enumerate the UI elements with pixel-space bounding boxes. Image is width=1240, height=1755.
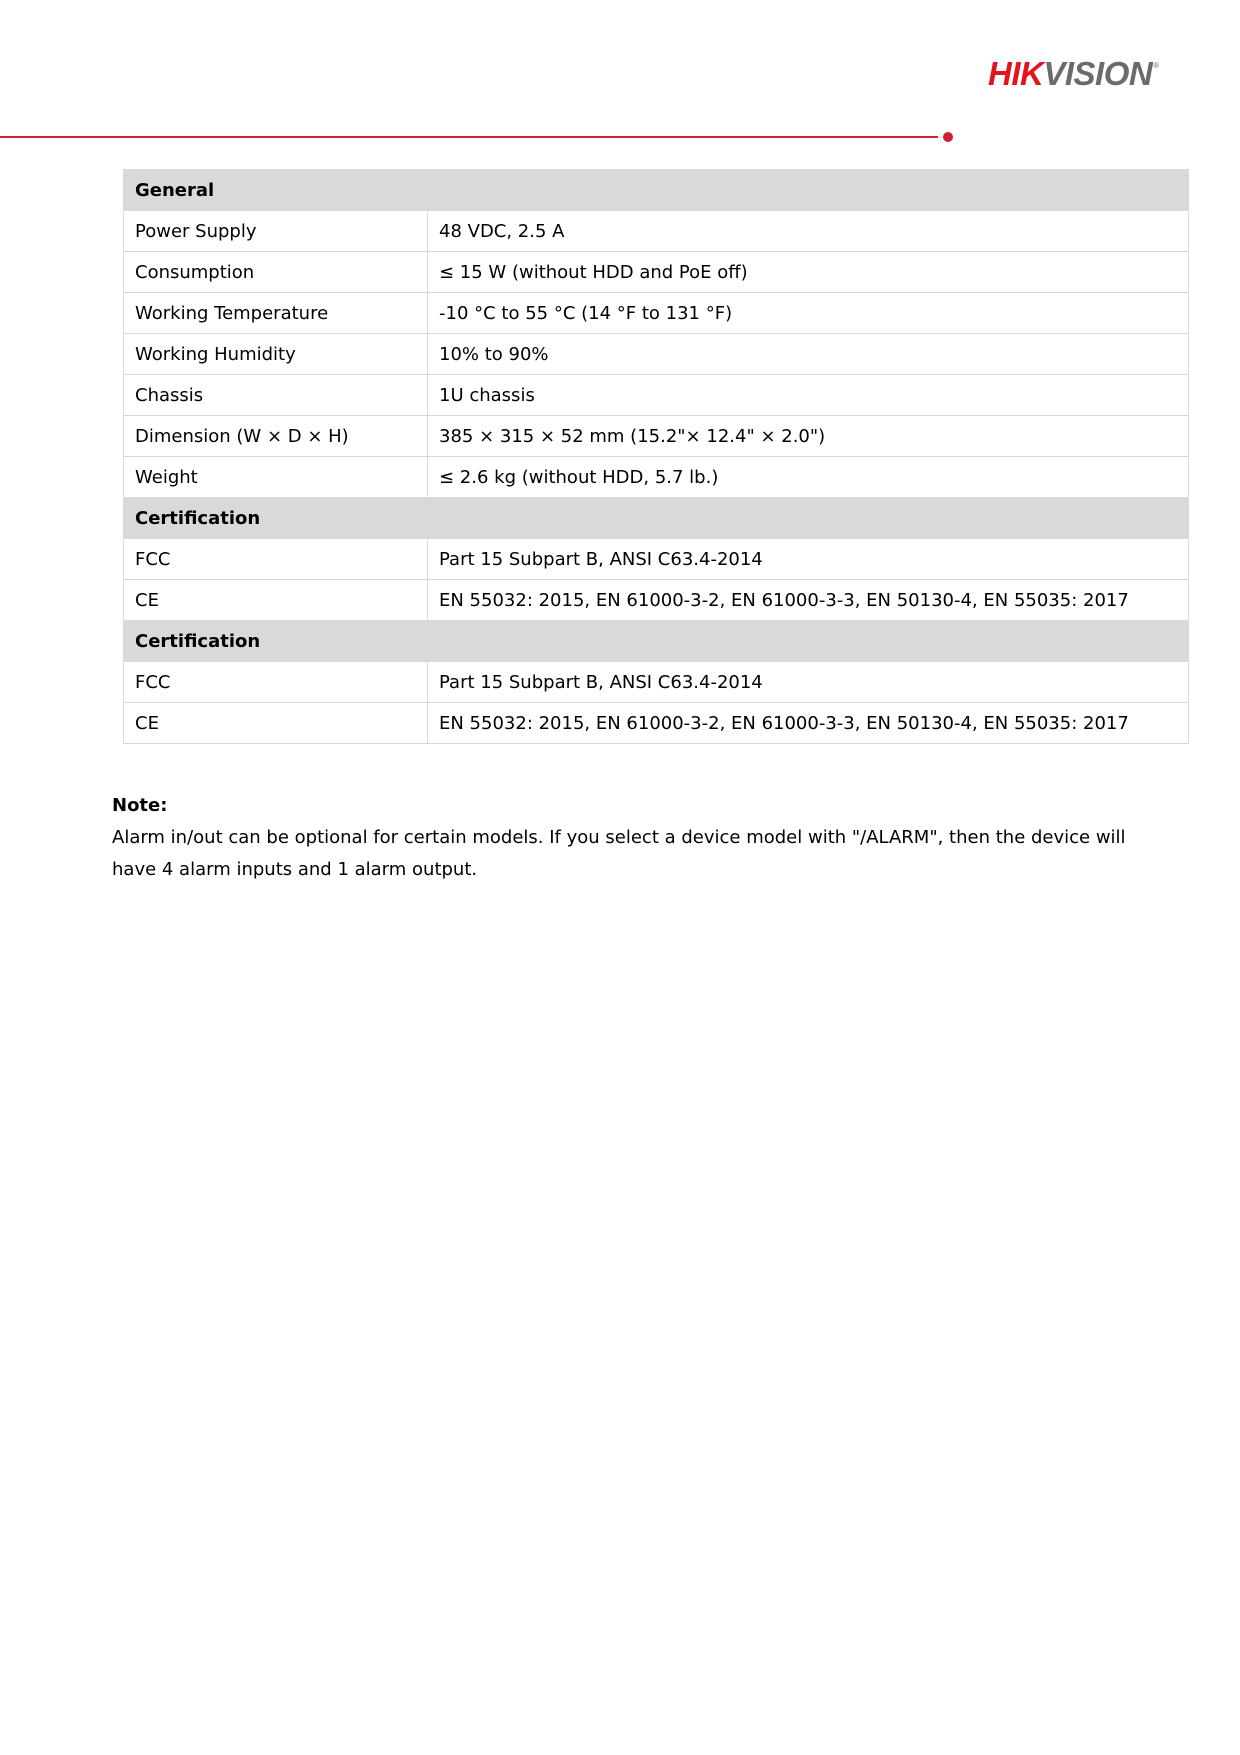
- table-row: [124, 457, 1189, 498]
- section-header-label: Certification: [124, 498, 1189, 539]
- spec-label: Working Humidity: [124, 334, 428, 375]
- spec-label: FCC: [124, 662, 428, 703]
- spec-value: EN 55032: 2015, EN 61000-3-2, EN 61000-3-3, EN 50130-4, EN 55035: 2017: [428, 580, 1189, 621]
- note-text: Alarm in/out can be optional for certain models. If you select a device model with "/ALARM", then the device will have 4 alarm inputs and 1 alarm output.: [112, 827, 1126, 880]
- spec-label: Working Temperature: [124, 293, 428, 334]
- note-title: Note:: [112, 795, 168, 816]
- section-header-label: General: [124, 170, 1189, 211]
- spec-value: 10% to 90%: [428, 334, 1189, 375]
- table-row: [124, 375, 1189, 416]
- header-divider-line: [0, 136, 938, 138]
- spec-value: Part 15 Subpart B, ANSI C63.4-2014: [428, 662, 1189, 703]
- section-header-label: Certification: [124, 621, 1189, 662]
- spec-value: ≤ 15 W (without HDD and PoE off): [428, 252, 1189, 293]
- table-row: [124, 334, 1189, 375]
- table-section-header: [124, 170, 1189, 211]
- table-section-header: [124, 498, 1189, 539]
- hikvision-logo: [988, 54, 1159, 94]
- spec-label: CE: [124, 580, 428, 621]
- spec-value: EN 55032: 2015, EN 61000-3-2, EN 61000-3-3, EN 50130-4, EN 55035: 2017: [428, 703, 1189, 744]
- spec-label: Chassis: [124, 375, 428, 416]
- table-row: [124, 416, 1189, 457]
- table-row: [124, 252, 1189, 293]
- table-row: [124, 211, 1189, 252]
- table-row: [124, 703, 1189, 744]
- spec-label: Consumption: [124, 252, 428, 293]
- spec-value: -10 °C to 55 °C (14 °F to 131 °F): [428, 293, 1189, 334]
- specification-table: [123, 169, 1189, 744]
- registered-mark: ®: [1153, 61, 1159, 70]
- spec-value: 385 × 315 × 52 mm (15.2"× 12.4" × 2.0"): [428, 416, 1189, 457]
- spec-label: CE: [124, 703, 428, 744]
- table-section-header: [124, 621, 1189, 662]
- table-row: [124, 539, 1189, 580]
- table-row: [124, 580, 1189, 621]
- note-section: [112, 790, 1172, 886]
- header-divider-dot: [943, 132, 953, 142]
- logo-vision-text: VISION: [1043, 55, 1153, 92]
- spec-label: Dimension (W × D × H): [124, 416, 428, 457]
- specification-table-body: [124, 170, 1189, 744]
- table-row: [124, 293, 1189, 334]
- spec-value: Part 15 Subpart B, ANSI C63.4-2014: [428, 539, 1189, 580]
- table-row: [124, 662, 1189, 703]
- logo-hik-text: HIK: [988, 55, 1044, 92]
- spec-value: ≤ 2.6 kg (without HDD, 5.7 lb.): [428, 457, 1189, 498]
- spec-label: Power Supply: [124, 211, 428, 252]
- spec-label: FCC: [124, 539, 428, 580]
- spec-label: Weight: [124, 457, 428, 498]
- spec-value: 48 VDC, 2.5 A: [428, 211, 1189, 252]
- spec-value: 1U chassis: [428, 375, 1189, 416]
